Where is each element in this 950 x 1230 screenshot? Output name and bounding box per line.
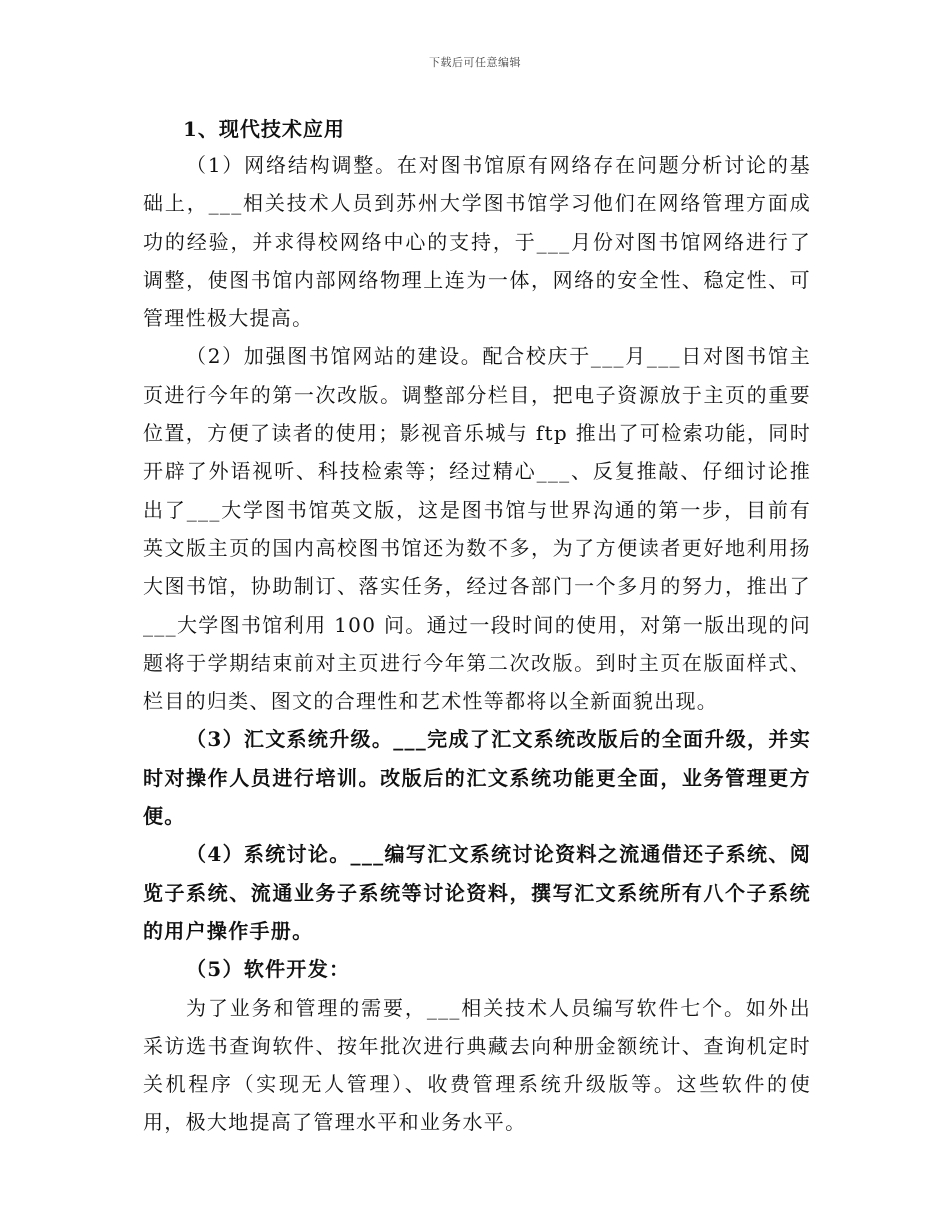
page-header: 下载后可任意编辑 — [429, 56, 521, 69]
paragraph-website-construction: （2）加强图书馆网站的建设。配合校庆于___月___日对图书馆主页进行今年的第一次改版。调整部分栏目，把电子资源放于主页的重要位置，方便了读者的使用；影视音乐城与 ftp 推出了可检索功能，同时开辟了外语视听、科技检索等；经过精心___、反复推敲、仔细讨论推出了___大学图书馆英文版，这是图书馆与世界沟通的第一步，目前有英文版主页的国内高校图书馆还为数不多，为了方便读者更好地利用扬大图书馆，协助制订、落实任务，经过各部门一个多月的努力，推出了___大学图书馆利用 100 问。通过一段时间的使用，对第一版出现的问题将于学期结束前对主页进行今年第二次改版。到时主页在版面样式、栏目的归类、图文的合理性和艺术性等都将以全新面貌出现。 — [143, 344, 811, 714]
section-heading: 1、现代技术应用 — [183, 117, 345, 141]
document-body — [143, 112, 811, 1142]
paragraph-system-discussion: （4）系统讨论。___编写汇文系统讨论资料之流通借还子系统、阅览子系统、流通业务子系统等讨论资料，撰写汇文系统所有八个子系统的用户操作手册。 — [143, 842, 811, 943]
paragraph-software-development: 为了业务和管理的需要，___相关技术人员编写软件七个。如外出采访选书查询软件、按年批次进行典藏去向种册金额统计、查询机定时关机程序（实现无人管理）、收费管理系统升级版等。这些软件的使用，极大地提高了管理水平和业务水平。 — [143, 995, 811, 1135]
paragraph-software-development-title: （5）软件开发： — [186, 957, 351, 982]
paragraph-system-upgrade: （3）汇文系统升级。___完成了汇文系统改版后的全面升级，并实时对操作人员进行培训。改版后的汇文系统功能更全面，业务管理更方便。 — [143, 727, 811, 829]
paragraph-network-adjustment: （1）网络结构调整。在对图书馆原有网络存在问题分析讨论的基础上，___相关技术人员到苏州大学图书馆学习他们在网络管理方面成功的经验，并求得校网络中心的支持，于___月份对图书馆网络进行了调整，使图书馆内部网络物理上连为一体，网络的安全性、稳定性、可管理性极大提高。 — [143, 153, 811, 331]
